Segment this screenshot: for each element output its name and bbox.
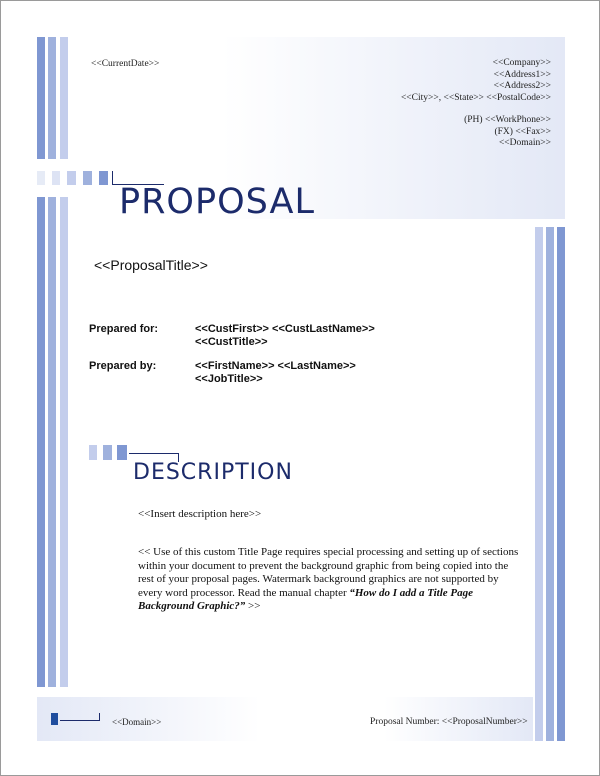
- decor-bar: [60, 197, 68, 687]
- prepared-for-label: Prepared for:: [89, 323, 159, 335]
- company-address-block: [291, 58, 551, 150]
- current-date: <<CurrentDate>>: [91, 59, 160, 69]
- decor-square: [117, 445, 127, 460]
- description-note: [138, 546, 521, 614]
- decor-square: [37, 171, 45, 185]
- prepared-for-name: <<CustFirst>> <<CustLastName>>: [195, 323, 375, 335]
- decor-line: [112, 171, 113, 185]
- decor-line: [129, 453, 179, 454]
- footer-proposal-number: Proposal Number: <<ProposalNumber>>: [370, 717, 528, 727]
- fax-number: (FX) <<Fax>>: [494, 126, 551, 137]
- decor-bar: [37, 37, 45, 159]
- description-placeholder: <<Insert description here>>: [138, 508, 262, 520]
- company-name: <<Company>>: [492, 58, 551, 68]
- decor-bar: [535, 227, 543, 741]
- note-chapter: “How do I add a Title Page Background Graphic?”: [138, 586, 474, 612]
- footer-marker: [51, 713, 58, 725]
- decor-bar: [48, 37, 56, 159]
- decor-bar: [546, 227, 554, 741]
- proposal-heading: PROPOSAL: [119, 182, 315, 222]
- company-domain: <<Domain>>: [498, 138, 551, 148]
- decor-line: [60, 720, 99, 721]
- decor-bar: [37, 197, 45, 687]
- address-line-1: <<Address1>>: [493, 69, 551, 80]
- decor-square: [67, 171, 76, 185]
- prepared-by-label: Prepared by:: [89, 360, 157, 372]
- footer-domain: <<Domain>>: [112, 717, 162, 727]
- decor-line: [99, 713, 100, 721]
- note-text: << Use of this custom Title Page requires special processing and setting up of sections within your document to prevent the background graphic from being copied into the rest of your proposal pages. Watermark background graphics are not supported by every word processor. Read the manual chapter: [138, 546, 519, 599]
- decor-square: [83, 171, 92, 185]
- decor-square: [103, 445, 112, 460]
- prepared-by-name: <<FirstName>> <<LastName>>: [195, 360, 356, 372]
- prepared-for-title: <<CustTitle>>: [195, 336, 268, 348]
- address-line-2: <<Address2>>: [493, 81, 551, 91]
- decor-bar: [60, 37, 68, 159]
- decor-bar: [48, 197, 56, 687]
- decor-square: [89, 445, 97, 460]
- city-state-postal: <<City>>, <<State>> <<PostalCode>>: [400, 92, 551, 103]
- work-phone: (PH) <<WorkPhone>>: [464, 115, 551, 125]
- note-end: >>: [245, 600, 261, 612]
- decor-square: [99, 171, 108, 185]
- decor-square: [52, 171, 60, 185]
- prepared-by-title: <<JobTitle>>: [195, 373, 263, 385]
- proposal-title: <<ProposalTitle>>: [94, 257, 208, 273]
- description-heading: DESCRIPTION: [133, 460, 293, 485]
- decor-bar: [557, 227, 565, 741]
